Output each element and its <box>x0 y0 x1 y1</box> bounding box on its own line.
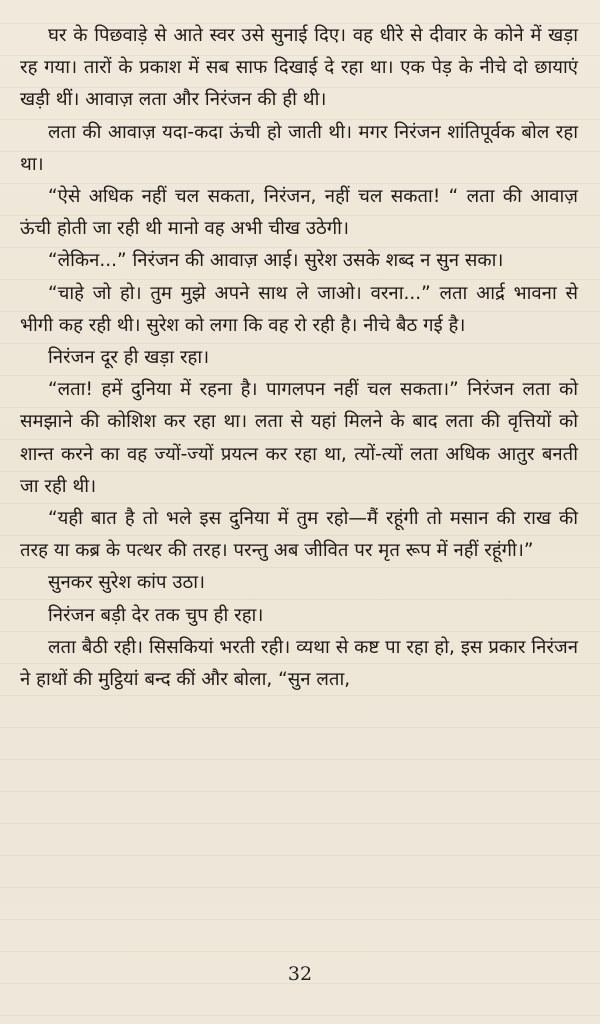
page-number: 32 <box>287 963 313 985</box>
paragraph-11: लता बैठी रही। सिसकियां भरती रही। व्यथा से कष्ट पा रहा हो, इस प्रकार निरंजन ने हाथों की मुट्ठियां बन्द कीं और बोला, “सुन लता, <box>20 636 578 691</box>
paragraph-1: घर के पिछवाड़े से आते स्वर उसे सुनाई दिए। वह धीरे से दीवार के कोने में खड़ा रह गया। तारों के प्रकाश में सब साफ दिखाई दे रहा था। एक पेड़ के नीचे दो छायाएं खड़ी थीं। आवाज़ लता और निरंजन की ही थी। <box>20 25 578 111</box>
paragraph-7: “लता! हमें दुनिया में रहना है। पागलपन नहीं चल सकता।” निरंजन लता को समझाने की कोशिश कर रहा था। लता से यहां मिलने के बाद लता की वृत्तियों को शान्त करने का वह ज्यों-ज्यों प्रयत्न कर रहा था, त्यों-त्यों लता अधिक आतुर बनती जा रही थी। <box>20 379 578 497</box>
paragraph-8: “यही बात है तो भले इस दुनिया में तुम रहो—मैं रहूंगी तो मसान की राख की तरह या कब्र के पत्थर की तरह। परन्तु अब जीवित पर मृत रूप में नहीं रहूंगी।” <box>20 508 578 562</box>
paragraph-4: “लेकिन...” निरंजन की आवाज़ आई। सुरेश उसके शब्द न सुन सका। <box>48 250 504 272</box>
paragraph-10: निरंजन बड़ी देर तक चुप ही रहा। <box>48 604 264 626</box>
body-text <box>20 20 578 696</box>
paragraph-2: लता की आवाज़ यदा-कदा ऊंची हो जाती थी। मगर निरंजन शांतिपूर्वक बोल रहा था। <box>20 121 578 175</box>
paragraph-9: सुनकर सुरेश कांप उठा। <box>48 572 206 594</box>
paragraph-3: “ऐसे अधिक नहीं चल सकता, निरंजन, नहीं चल सकता! “ लता की आवाज़ ऊंची होती जा रही थी मानो वह अभी चीख उठेगी। <box>20 186 578 240</box>
paragraph-5: “चाहे जो हो। तुम मुझे अपने साथ ले जाओ। वरना...” लता आर्द्र भावना से भीगी कह रही थी। सुरेश को लगा कि वह रो रही है। नीचे बैठ गई है। <box>20 282 578 336</box>
paragraph-6: निरंजन दूर ही खड़ा रहा। <box>48 347 210 369</box>
